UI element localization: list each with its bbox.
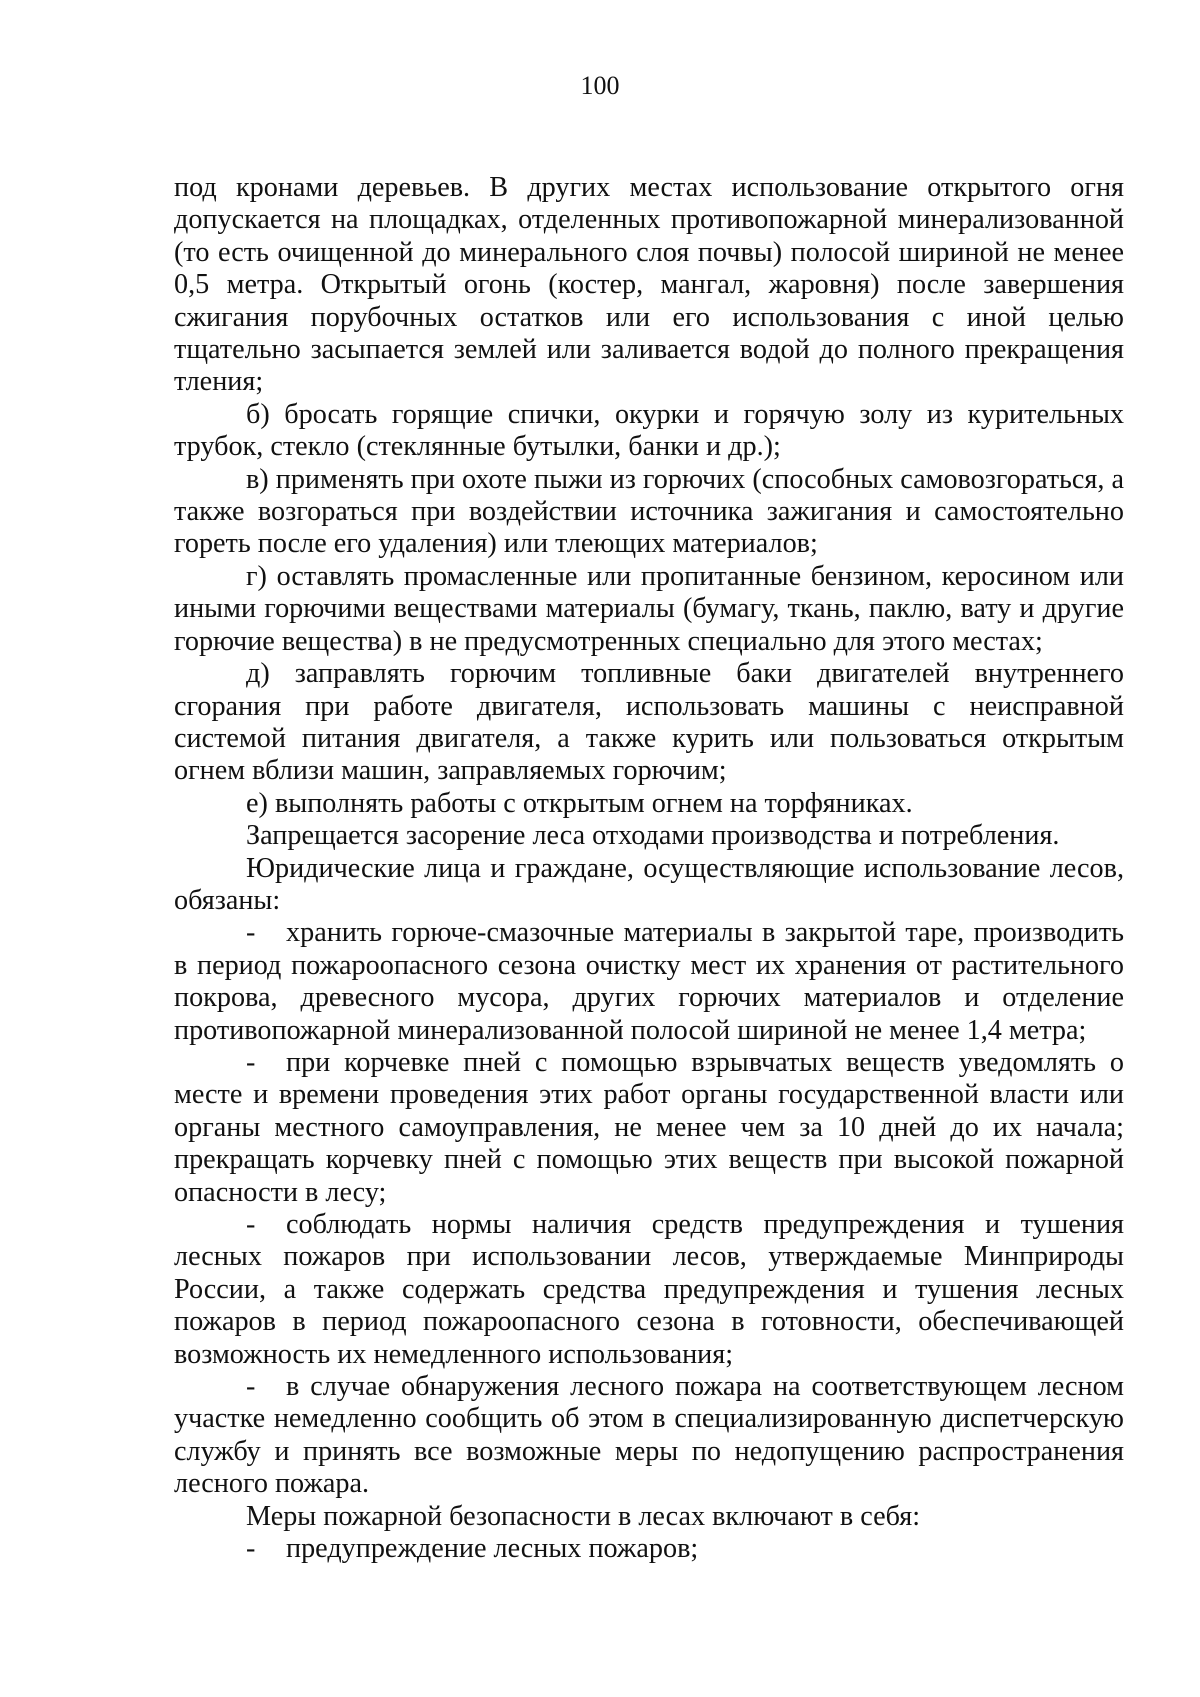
- bullet-item-storage: [174, 917, 1124, 1047]
- bullet-dash: -: [246, 1209, 256, 1240]
- document-body: [174, 172, 1124, 1565]
- bullet-text: в случае обнаружения лесного пожара на соответствующем лесном участке немедленно сообщить об этом в специализированную диспетчерскую службу и принять все возможные меры по недопущению распространения лесного пожара.: [174, 1371, 1124, 1500]
- bullet-item-fire-detection: [174, 1371, 1124, 1501]
- bullet-text: предупреждение лесных пожаров;: [286, 1533, 699, 1565]
- bullet-dash: -: [246, 1371, 256, 1403]
- bullet-item-stump-removal: [174, 1047, 1124, 1209]
- paragraph-continuation: под кронами деревьев. В других местах использование открытого огня допускается на площадках, отделенных противопожарной минерализованной (то есть очищенной до минерального слоя почвы) полосой шириной не менее 0,5 метра. Открытый огонь (костер, мангал, жаровня) после завершения сжигания порубочных остатков или его использования с иной целью тщательно засыпается землей или заливается водой до полного прекращения тления;: [174, 172, 1124, 398]
- bullet-dash: -: [246, 917, 256, 949]
- paragraph-prohibition: Запрещается засорение леса отходами производства и потребления.: [246, 820, 1060, 852]
- bullet-text: соблюдать нормы наличия средств предупреждения и тушения лесных пожаров при использовании лесов, утверждаемые Минприроды России, а также содержать средства предупреждения и тушения лесных пожаров в период пожароопасного сезона в готовности, обеспечивающей возможность их немедленного использования;: [174, 1209, 1124, 1370]
- bullet-item-standards: [174, 1209, 1124, 1371]
- page-number: 100: [580, 71, 620, 100]
- bullet-text: хранить горюче-смазочные материалы в закрытой таре, производить в период пожароопасного сезона очистку мест их хранения от растительного покрова, древесного мусора, других горючих материалов и отделение противопожарной минерализованной полосой шириной не менее 1,4 метра;: [174, 917, 1124, 1046]
- paragraph-item-b: б) бросать горящие спички, окурки и горячую золу из курительных трубок, стекло (стеклянные бутылки, банки и др.);: [174, 398, 1124, 463]
- paragraph-item-g: г) оставлять промасленные или пропитанные бензином, керосином или иными горючими веществами материалы (бумагу, ткань, паклю, вату и другие горючие вещества) в не предусмотренных специально для этого местах;: [174, 560, 1124, 657]
- paragraph-obligations-intro: Юридические лица и граждане, осуществляющие использование лесов, обязаны:: [174, 852, 1124, 916]
- paragraph-item-v: в) применять при охоте пыжи из горючих (способных самовозгораться, а также возгораться при воздействии источника зажигания и самостоятельно гореть после его удаления) или тлеющих материалов;: [174, 463, 1124, 560]
- bullet-text: при корчевке пней с помощью взрывчатых веществ уведомлять о месте и времени проведения этих работ органы государственной власти или органы местного самоуправления, не менее чем за 10 дней до их начала; прекращать корчевку пней с помощью этих веществ при высокой пожарной опасности в лесу;: [174, 1046, 1124, 1208]
- bullet-dash: -: [246, 1046, 256, 1078]
- bullet-dash: -: [246, 1533, 256, 1565]
- paragraph-measures-intro: Меры пожарной безопасности в лесах включают в себя:: [246, 1500, 921, 1532]
- bullet-item-prevention: [174, 1533, 1124, 1565]
- paragraph-item-d: д) заправлять горючим топливные баки двигателей внутреннего сгорания при работе двигателя, использовать машины с неисправной системой питания двигателя, а также курить или пользоваться открытым огнем вблизи машин, заправляемых горючим;: [174, 658, 1124, 787]
- paragraph-item-e: е) выполнять работы с открытым огнем на торфяниках.: [246, 787, 913, 819]
